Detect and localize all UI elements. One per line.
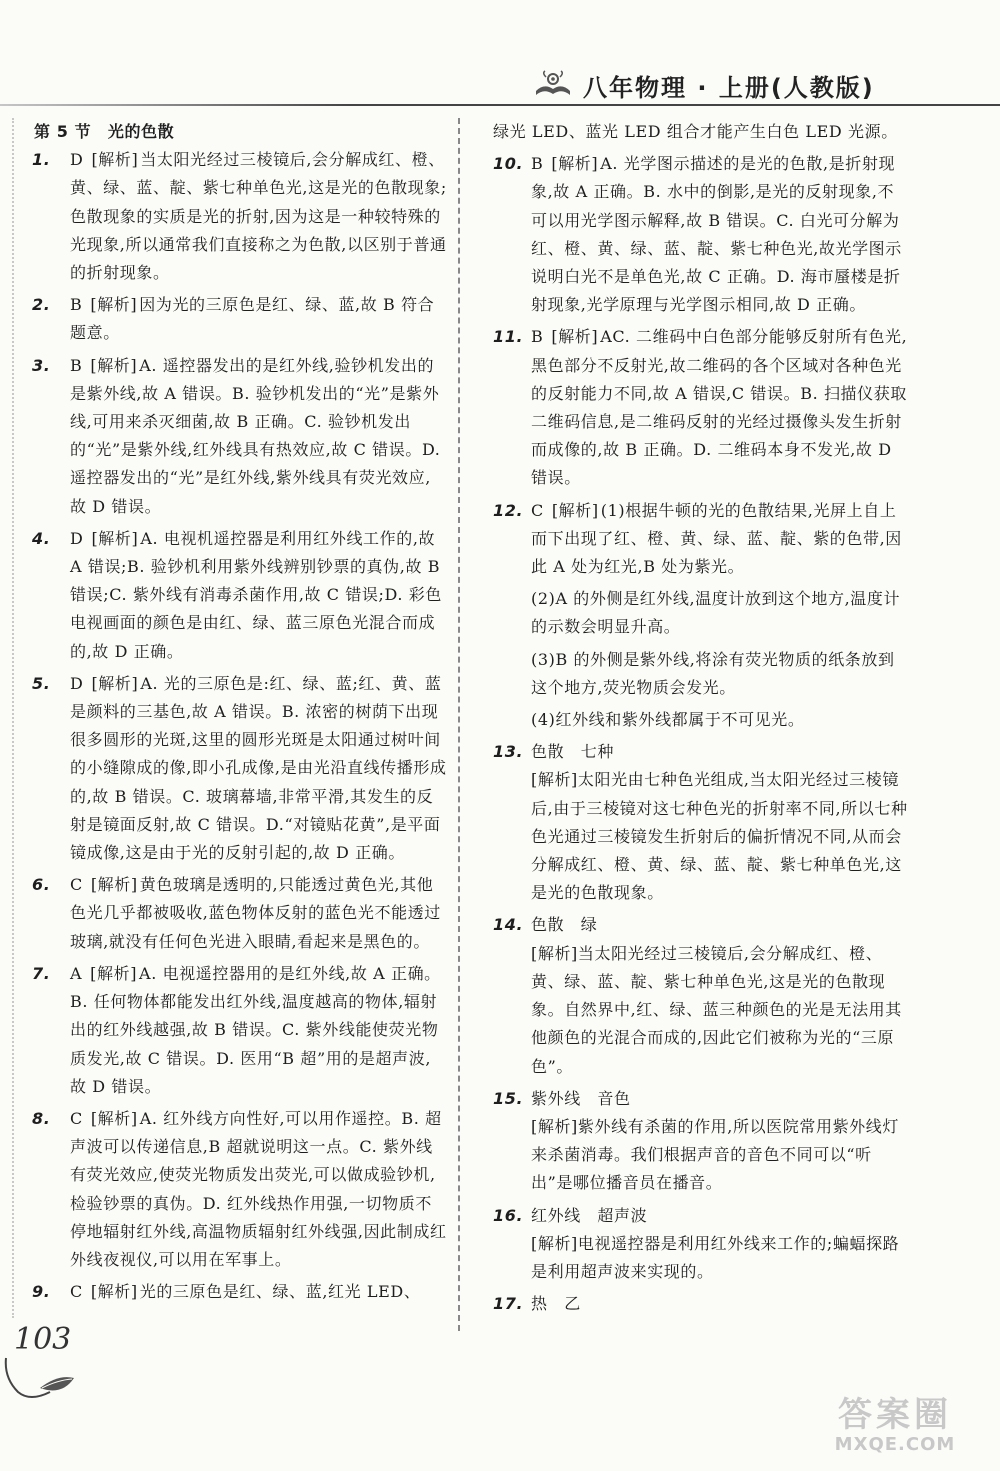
item-number: 7. (32, 963, 51, 983)
item-answer: C (70, 1108, 83, 1128)
answer-list-right (493, 150, 908, 581)
answer-list-right-fill (493, 738, 908, 1318)
answer-item (493, 911, 908, 1080)
item-number: 9. (32, 1282, 51, 1302)
item-answer: D (70, 673, 84, 693)
answer-item (493, 738, 908, 907)
analysis-tag: [解析] (91, 150, 139, 170)
watermark-url: MXQE.COM (834, 1434, 956, 1455)
continued-text: 绿光 LED、蓝光 LED 组合才能产生白色 LED 光源。 (493, 122, 898, 141)
item-explanation: A. 红外线方向性好,可以用作遥控。B. 超声波可以传递信息,B 超就说明这一点。C. 紫外线有荧光效应,使荧光物质发出荧光,可以做成验钞机,检验钞票的真伪。D. 红外线热作用强,一切物质不停地辐射红外线,高温物质辐射红外线强,因此制成红外线夜视仪,可以用在军事上。 (70, 1108, 447, 1269)
analysis-tag: [解析] (91, 528, 139, 548)
item-answer: 色散 绿 (531, 915, 598, 935)
answer-item (32, 352, 447, 521)
item-answer: B (531, 154, 544, 174)
item-answer: 红外线 超声波 (531, 1205, 648, 1225)
item-explanation: (1)根据牛顿的光的色散结果,光屏上自上而下出现了红、橙、黄、绿、蓝、靛、紫的色带,因此 A 处为红光,B 处为紫光。 (531, 500, 902, 577)
item-number: 15. (493, 1088, 524, 1108)
item-answer: C (70, 875, 83, 895)
analysis-tag: [解析] (90, 355, 138, 375)
answer-item (493, 150, 908, 319)
item-answer: A (70, 963, 83, 983)
answer-item (32, 525, 447, 666)
margin-dots (12, 118, 14, 1318)
item-number: 16. (493, 1205, 524, 1225)
item-answer: B (70, 355, 83, 375)
item-explanation: [解析]电视遥控器是利用红外线来工作的;蝙蝠探路是利用超声波来实现的。 (531, 1233, 900, 1281)
answer-item (32, 670, 447, 867)
item-explanation: A. 遥控器发出的是红外线,验钞机发出的是紫外线,故 A 错误。B. 验钞机发出的“光”是紫外线,可用来杀灭细菌,故 B 正确。C. 验钞机发出的“光”是紫外线,红外线具有热效应,故 C 错误。D. 遥控器发出的“光”是红外线,紫外线具有荧光效应,故 D 错误。 (70, 355, 441, 516)
page-header-title: 八年物理 · 上册(人教版) (583, 74, 875, 102)
analysis-tag: [解析] (90, 1108, 138, 1128)
answer-item (493, 1085, 908, 1198)
item-explanation: AC. 二维码中白色部分能够反射所有色光,黑色部分不反射光,故二维码的各个区域对各种色光的反射能力不同,故 A 错误,C 错误。B. 扫描仪获取二维码信息,是二维码反射的光经过摄像头发生折射而成像的,故 B 正确。D. 二维码本身不发光,故 D 错误。 (531, 327, 908, 488)
section-title: 第 5 节 光的色散 (34, 122, 175, 141)
item-number: 6. (32, 875, 51, 895)
item-explanation: [解析]当太阳光经过三棱镜后,会分解成红、橙、黄、绿、蓝、靛、紫七种单色光,这是光的色散现象。自然界中,红、绿、蓝三种颜色的光是无法用其他颜色的光混合而成的,因此它们被称为光的“三原色”。 (531, 943, 902, 1076)
item-explanation: 当太阳光经过三棱镜后,会分解成红、橙、黄、绿、蓝、靛、紫七种单色光,这是光的色散现象;色散现象的实质是光的折射,因为这是一种较特殊的光现象,所以通常我们直接称之为色散,以区别于普通的折射现象。 (70, 150, 447, 283)
watermark-logo-text: 答案圈 (838, 1395, 952, 1435)
item-subpart: (2)A 的外侧是红外线,温度计放到这个地方,温度计的示数会明显升高。 (531, 589, 901, 637)
answer-item (493, 1202, 908, 1287)
analysis-tag: [解析] (551, 327, 599, 347)
item-number: 4. (32, 528, 51, 548)
answer-list-left (32, 146, 447, 1306)
item-explanation: A. 电视机遥控器是利用红外线工作的,故 A 错误;B. 验钞机利用紫外线辨别钞票的真伪,故 B 错误;C. 紫外线有消毒杀菌作用,故 C 错误;D. 彩色电视画面的颜色是由红、绿、蓝三原色光混合而成的,故 D 正确。 (70, 528, 442, 661)
analysis-tag: [解析] (90, 875, 138, 895)
item-number: 5. (32, 673, 51, 693)
analysis-tag: [解析] (90, 963, 138, 983)
item-subpart: (3)B 的外侧是紫外线,将涂有荧光物质的纸条放到这个地方,荧光物质会发光。 (531, 649, 895, 697)
watermark (800, 1395, 990, 1455)
analysis-tag: [解析] (551, 500, 599, 520)
book-flower-icon (532, 69, 574, 103)
answer-item (32, 146, 447, 287)
item-number: 12. (493, 500, 524, 520)
analysis-tag: [解析] (90, 295, 138, 315)
answer-item (32, 871, 447, 956)
leaf-swirl-icon (0, 1348, 80, 1412)
item-number: 8. (32, 1108, 51, 1128)
item-explanation: A. 电视遥控器用的是红外线,故 A 正确。B. 任何物体都能发出红外线,温度越高的物体,辐射出的红外线越强,故 B 错误。C. 紫外线能使荧光物质发光,故 C 错误。D. 医用“B 超”用的是超声波,故 D 错误。 (70, 963, 441, 1096)
item-number: 10. (493, 154, 524, 174)
item-explanation: [解析]紫外线有杀菌的作用,所以医院常用紫外线灯来杀菌消毒。我们根据声音的音色不同可以“听出”是哪位播音员在播音。 (531, 1116, 899, 1193)
item-explanation: A. 光的三原色是:红、绿、蓝;红、黄、蓝是颜料的三基色,故 A 错误。B. 浓密的树荫下出现很多圆形的光斑,这里的圆形光斑是太阳通过树叶间的小缝隙成的像,即小孔成像,是由光沿直线传播形成的,故 B 错误。C. 玻璃幕墙,非常平滑,其发生的反射是镜面反射,故 C 错误。D.“对镜贴花黄”,是平面镜成像,这是由于光的反射引起的,故 D 正确。 (70, 673, 447, 863)
item-explanation: [解析]太阳光由七种色光组成,当太阳光经过三棱镜后,由于三棱镜对这七种色光的折射率不同,所以七种色光通过三棱镜发生折射后的偏折情况不同,从而会分解成红、橙、黄、绿、蓝、靛、紫七种单色光,这是光的色散现象。 (531, 770, 908, 903)
analysis-tag: [解析] (91, 673, 139, 693)
answer-item (32, 291, 447, 347)
item-answer: D (70, 528, 84, 548)
item-answer: D (70, 150, 84, 170)
header-rule (0, 104, 1000, 106)
item-answer: B (531, 327, 544, 347)
item-answer: B (70, 295, 83, 315)
item-explanation: 因为光的三原色是红、绿、蓝,故 B 符合题意。 (70, 295, 435, 343)
analysis-tag: [解析] (90, 1282, 138, 1302)
item-explanation: 黄色玻璃是透明的,只能透过黄色光,其他色光几乎都被吸收,蓝色物体反射的蓝色光不能透过玻璃,就没有任何色光进入眼睛,看起来是黑色的。 (70, 875, 441, 951)
analysis-tag: [解析] (551, 154, 599, 174)
item-subpart: (4)红外线和紫外线都属于不可见光。 (531, 710, 805, 730)
answer-item (493, 1290, 908, 1318)
item-explanation: 光的三原色是红、绿、蓝,红光 LED、 (139, 1282, 421, 1302)
item-number: 17. (493, 1294, 524, 1314)
item-number: 3. (32, 355, 51, 375)
answer-item (32, 1105, 447, 1274)
item-answer: C (531, 500, 544, 520)
item-explanation: A. 光学图示描述的是光的色散,是折射现象,故 A 正确。B. 水中的倒影,是光的反射现象,不可以用光学图示解释,故 B 错误。C. 白光可分解为红、橙、黄、绿、蓝、靛、紫七种色光,故光学图示说明白光不是单色光,故 C 正确。D. 海市蜃楼是折射现象,光学原理与光学图示相同,故 D 正确。 (531, 154, 902, 315)
item-number: 14. (493, 915, 524, 935)
answer-item (493, 323, 908, 492)
item-answer: 色散 七种 (531, 742, 615, 762)
answer-item (493, 497, 908, 582)
answer-item (32, 960, 447, 1101)
left-column (32, 118, 447, 1310)
item-number: 11. (493, 327, 524, 347)
answer-item (32, 1278, 447, 1306)
right-column (493, 118, 908, 1322)
page-number: 103 (14, 1322, 72, 1357)
item-number: 1. (32, 150, 51, 170)
item-number: 13. (493, 742, 524, 762)
column-divider (458, 118, 460, 1331)
item-answer: C (70, 1282, 83, 1302)
item-12-subparts (493, 585, 908, 734)
item-answer: 热 乙 (531, 1294, 581, 1314)
item-answer: 紫外线 音色 (531, 1088, 631, 1108)
item-number: 2. (32, 295, 51, 315)
